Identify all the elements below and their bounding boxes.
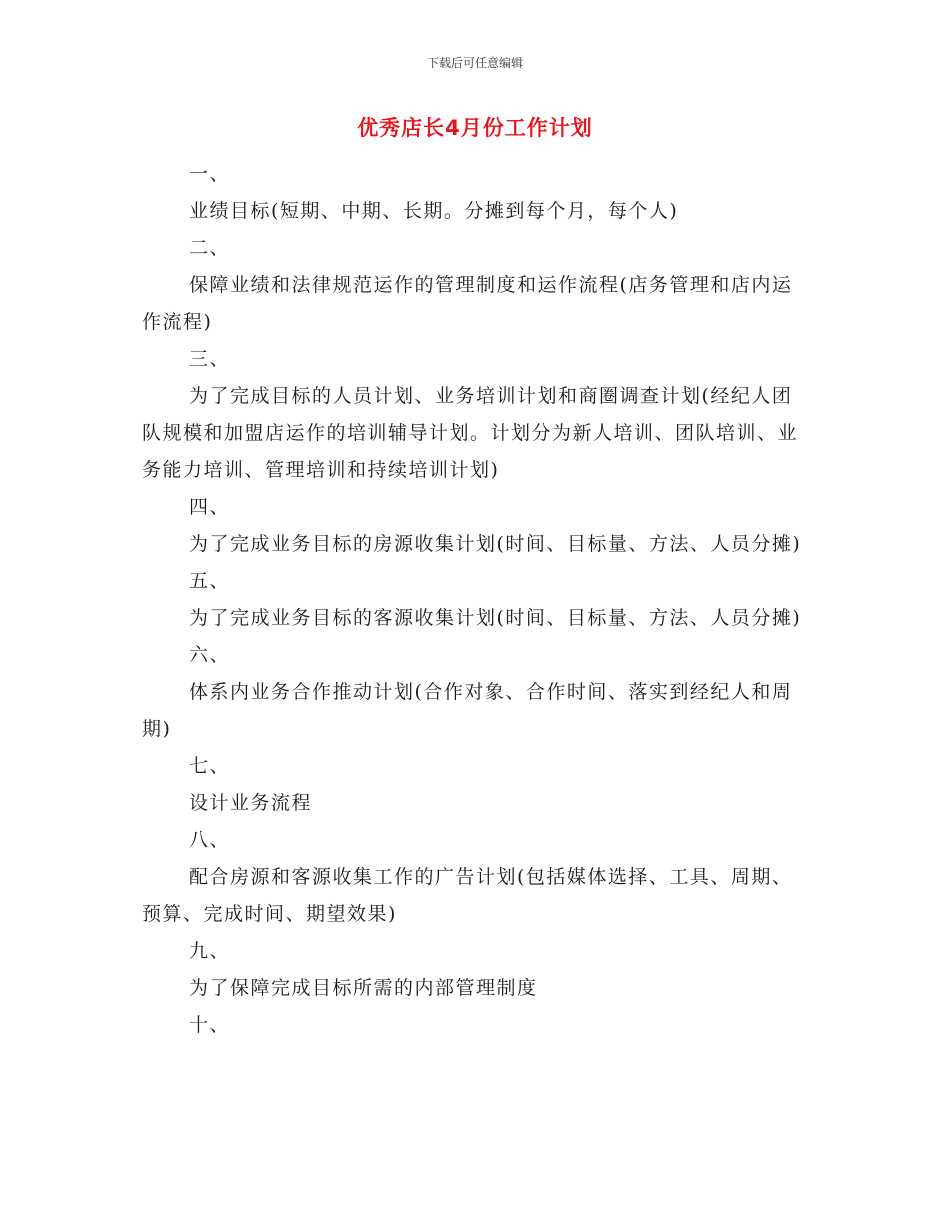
paragraph: 体系内业务合作推动计划(合作对象、合作时间、落实到经纪人和周期) xyxy=(142,681,793,740)
paragraph: 为了保障完成目标所需的内部管理制度 xyxy=(189,977,538,999)
paragraph: 十、 xyxy=(189,1014,231,1036)
paragraph: 为了完成业务目标的房源收集计划(时间、目标量、方法、人员分摊) xyxy=(189,533,802,555)
paragraph: 六、 xyxy=(189,644,231,666)
paragraph: 保障业绩和法律规范运作的管理制度和运作流程(店务管理和店内运作流程) xyxy=(142,274,793,333)
paragraph: 三、 xyxy=(189,348,231,370)
paragraph: 设计业务流程 xyxy=(189,792,313,814)
paragraph: 二、 xyxy=(189,237,231,259)
paragraph: 八、 xyxy=(189,829,231,851)
paragraph: 七、 xyxy=(189,755,231,777)
paragraph: 五、 xyxy=(189,570,231,592)
paragraph: 九、 xyxy=(189,940,231,962)
paragraph: 为了完成目标的人员计划、业务培训计划和商圈调查计划(经纪人团队规模和加盟店运作的培训辅导计划。计划分为新人培训、团队培训、业务能力培训、管理培训和持续培训计划) xyxy=(142,385,799,481)
page-header-note: 下载后可任意编辑 xyxy=(426,56,523,70)
document-title: 优秀店长4月份工作计划 xyxy=(357,116,593,140)
paragraph: 配合房源和客源收集工作的广告计划(包括媒体选择、工具、周期、预算、完成时间、期望效果) xyxy=(142,866,793,925)
paragraph: 为了完成业务目标的客源收集计划(时间、目标量、方法、人员分摊) xyxy=(189,607,802,629)
paragraph: 一、 xyxy=(189,163,231,185)
paragraph: 四、 xyxy=(189,496,231,518)
paragraph: 业绩目标(短期、中期、长期。分摊到每个月，每个人) xyxy=(189,200,679,222)
document-body xyxy=(142,156,812,1044)
